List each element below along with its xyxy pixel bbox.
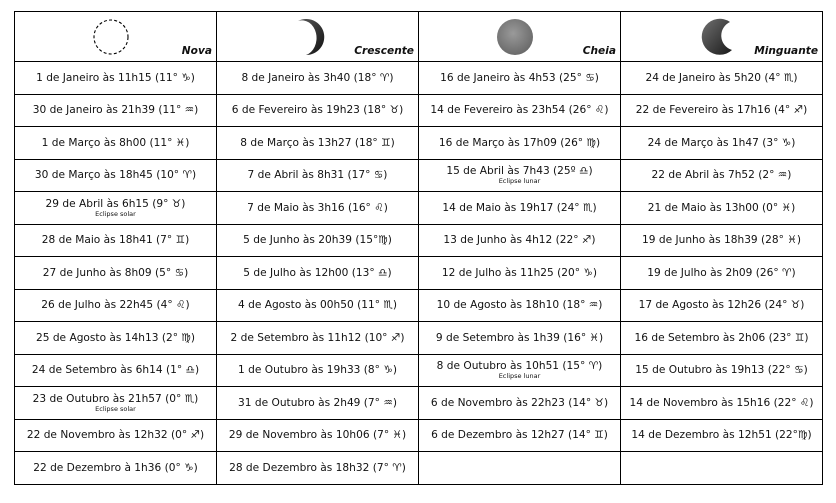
- phase-date: 12 de Julho às 11h25 (20° ♑): [441, 266, 598, 279]
- table-cell: [217, 62, 419, 95]
- phase-date: 2 de Setembro às 11h12 (10° ♐): [230, 331, 405, 344]
- phase-date: 14 de Fevereiro às 23h54 (26° ♌): [430, 104, 609, 117]
- table-cell: [217, 322, 419, 355]
- table-body: [15, 62, 823, 485]
- table-cell: [621, 322, 823, 355]
- eclipse-note: Eclipse lunar: [498, 177, 541, 186]
- eclipse-note: Eclipse solar: [95, 209, 136, 218]
- waning-crescent-icon: [694, 17, 740, 57]
- phase-date: 28 de Dezembro às 18h32 (7° ♈): [229, 461, 406, 474]
- table-cell: [217, 257, 419, 290]
- table-cell: [15, 387, 217, 420]
- eclipse-note: Eclipse solar: [95, 404, 136, 413]
- table-cell: [621, 452, 823, 485]
- header-crescente: [217, 12, 419, 62]
- table-cell: [15, 192, 217, 225]
- phase-date: 27 de Junho às 8h09 (5° ♋): [42, 266, 189, 279]
- table-cell: [217, 224, 419, 257]
- phase-date: 14 de Dezembro às 12h51 (22°♍): [631, 429, 812, 442]
- table-cell: [217, 289, 419, 322]
- header-label: Minguante: [754, 45, 818, 57]
- table-row: [15, 127, 823, 160]
- phase-date: 30 de Março às 18h45 (10° ♈): [34, 169, 197, 182]
- header-label: Cheia: [582, 45, 616, 57]
- table-cell: [621, 257, 823, 290]
- phase-date: 7 de Abril às 8h31 (17° ♋): [247, 169, 388, 182]
- phase-date: 8 de Janeiro às 3h40 (18° ♈): [241, 71, 394, 84]
- phase-date: 25 de Agosto às 14h13 (2° ♍): [35, 331, 196, 344]
- phase-date: 8 de Março às 13h27 (18° ♊): [240, 136, 395, 149]
- table-cell: [15, 224, 217, 257]
- phase-date: 22 de Fevereiro às 17h16 (4° ♐): [635, 104, 808, 117]
- table-cell: [419, 224, 621, 257]
- phase-date: 28 de Maio às 18h41 (7° ♊): [41, 234, 190, 247]
- table-cell: [217, 419, 419, 452]
- phase-date: 22 de Dezembro à 1h36 (0° ♑): [33, 461, 198, 474]
- phase-date: 6 de Dezembro às 12h27 (14° ♊): [431, 429, 608, 442]
- phase-date: 14 de Maio às 19h17 (24° ♏): [442, 201, 597, 214]
- phase-date: 1 de Outubro às 19h33 (8° ♑): [238, 364, 397, 377]
- phase-date: 15 de Abril às 7h43 (25º ♎): [446, 165, 593, 178]
- table-cell: [419, 159, 621, 192]
- phase-date: 16 de Janeiro às 4h53 (25° ♋): [440, 71, 599, 84]
- full-moon-icon: [492, 17, 538, 57]
- phase-date: 6 de Novembro às 22h23 (14° ♉): [430, 396, 609, 409]
- table-row: [15, 257, 823, 290]
- table-cell: [15, 94, 217, 127]
- table-cell: [217, 94, 419, 127]
- table-cell: [621, 387, 823, 420]
- table-cell: [15, 322, 217, 355]
- phase-date: 23 de Outubro às 21h57 (0° ♏): [32, 392, 199, 405]
- table-cell: [621, 127, 823, 160]
- phase-date: 19 de Julho às 2h09 (26° ♈): [647, 266, 796, 279]
- table-cell: [621, 289, 823, 322]
- phase-date: 7 de Maio às 3h16 (16° ♌): [247, 201, 388, 214]
- table-row: [15, 94, 823, 127]
- table-cell: [419, 354, 621, 387]
- phase-date: 22 de Novembro às 12h32 (0° ♐): [26, 429, 205, 442]
- phase-date: 16 de Março às 17h09 (26° ♍): [438, 136, 601, 149]
- phase-date: 29 de Abril às 6h15 (9° ♉): [45, 197, 186, 210]
- table-cell: [15, 62, 217, 95]
- table-cell: [419, 257, 621, 290]
- header-nova: [15, 12, 217, 62]
- phase-date: 14 de Novembro às 15h16 (22° ♌): [629, 396, 814, 409]
- table-cell: [217, 452, 419, 485]
- header-cheia: [419, 12, 621, 62]
- phase-date: 17 de Agosto às 12h26 (24° ♉): [638, 299, 805, 312]
- table-cell: [621, 354, 823, 387]
- table-cell: [15, 354, 217, 387]
- phase-date: 9 de Setembro às 1h39 (16° ♓): [435, 331, 604, 344]
- table-cell: [15, 289, 217, 322]
- phase-date: 19 de Junho às 18h39 (28° ♓): [642, 234, 801, 247]
- phase-date: 4 de Agosto às 00h50 (11° ♏): [237, 299, 398, 312]
- table-row: [15, 452, 823, 485]
- table-cell: [621, 192, 823, 225]
- phase-date: 16 de Setembro às 2h06 (23° ♊): [634, 331, 809, 344]
- table-cell: [621, 159, 823, 192]
- table-row: [15, 419, 823, 452]
- table-row: [15, 224, 823, 257]
- phase-date: 30 de Janeiro às 21h39 (11° ♒): [32, 104, 199, 117]
- table-cell: [419, 94, 621, 127]
- phase-date: 6 de Fevereiro às 19h23 (18° ♉): [231, 104, 404, 117]
- table-cell: [217, 387, 419, 420]
- phase-date: 29 de Novembro às 10h06 (7° ♓): [228, 429, 407, 442]
- phase-date: 13 de Junho às 4h12 (22° ♐): [443, 234, 596, 247]
- new-moon-icon: [88, 17, 134, 57]
- phase-date: 8 de Outubro às 10h51 (15° ♈): [436, 360, 603, 373]
- table-cell: [15, 452, 217, 485]
- header-label: Crescente: [354, 45, 414, 57]
- table-cell: [217, 192, 419, 225]
- table-cell: [419, 322, 621, 355]
- table-cell: [15, 419, 217, 452]
- table-cell: [217, 159, 419, 192]
- table-cell: [419, 192, 621, 225]
- table-cell: [419, 127, 621, 160]
- header-row: [15, 12, 823, 62]
- table-cell: [217, 354, 419, 387]
- phase-date: 10 de Agosto às 18h10 (18° ♒): [436, 299, 603, 312]
- table-cell: [419, 289, 621, 322]
- phase-date: 15 de Outubro às 19h13 (22° ♋): [635, 364, 808, 377]
- table-cell: [621, 94, 823, 127]
- phase-date: 24 de Setembro às 6h14 (1° ♎): [31, 364, 200, 377]
- table-row: [15, 192, 823, 225]
- eclipse-note: Eclipse lunar: [498, 372, 541, 381]
- table-row: [15, 62, 823, 95]
- table-cell: [419, 387, 621, 420]
- phase-date: 5 de Julho às 12h00 (13° ♎): [243, 266, 392, 279]
- phase-date: 1 de Março às 8h00 (11° ♓): [41, 136, 190, 149]
- table-cell: [15, 127, 217, 160]
- table-row: [15, 354, 823, 387]
- waxing-crescent-icon: [290, 17, 336, 57]
- table-cell: [419, 452, 621, 485]
- phase-date: 24 de Janeiro às 5h20 (4° ♏): [645, 71, 798, 84]
- table-row: [15, 322, 823, 355]
- header-label: Nova: [181, 45, 212, 57]
- phase-date: 24 de Março às 1h47 (3° ♑): [647, 136, 796, 149]
- phase-date: 31 de Outubro às 2h49 (7° ♒): [238, 396, 397, 409]
- table-cell: [419, 419, 621, 452]
- phase-date: 21 de Maio às 13h00 (0° ♓): [647, 201, 796, 214]
- table-cell: [419, 62, 621, 95]
- table-cell: [621, 62, 823, 95]
- phase-date: 22 de Abril às 7h52 (2° ♒): [651, 169, 792, 182]
- table-cell: [217, 127, 419, 160]
- table-cell: [621, 224, 823, 257]
- table-cell: [15, 257, 217, 290]
- table-cell: [621, 419, 823, 452]
- table-cell: [15, 159, 217, 192]
- phase-date: 1 de Janeiro às 11h15 (11° ♑): [36, 71, 195, 84]
- table-row: [15, 159, 823, 192]
- table-row: [15, 289, 823, 322]
- header-minguante: [621, 12, 823, 62]
- table-row: [15, 387, 823, 420]
- phase-date: 5 de Junho às 20h39 (15°♍): [243, 234, 392, 247]
- moon-phases-table: [14, 11, 823, 485]
- phase-date: 26 de Julho às 22h45 (4° ♌): [41, 299, 190, 312]
